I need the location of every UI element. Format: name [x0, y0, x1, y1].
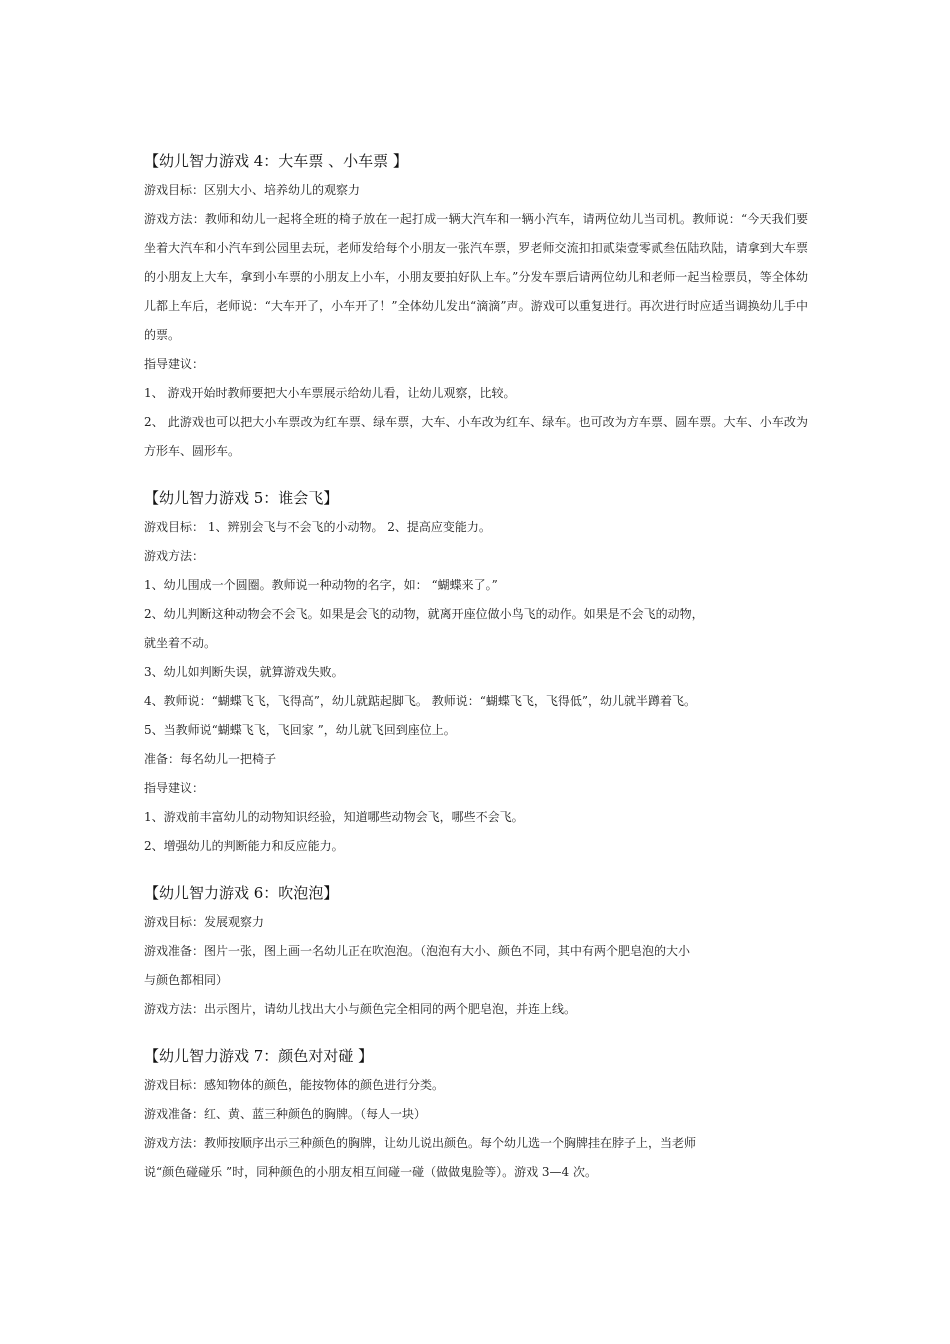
game-4-guidance-2: 2、 此游戏也可以把大小车票改为红车票、绿车票，大车、小车改为红车、绿车。也可改为方车票、圆车票。大车、小车改为方形车、圆形车。 [144, 415, 808, 458]
game-7-method: 游戏方法：教师按顺序出示三种颜色的胸牌，让幼儿说出颜色。每个幼儿选一个胸牌挂在脖子上，当老师 [144, 1136, 697, 1150]
game-4-title: 【幼儿智力游戏 4：大车票 、小车票 】 [144, 152, 408, 170]
game-7-section [144, 1041, 808, 1187]
game-7-preparation: 游戏准备：红、黄、蓝三种颜色的胸牌。（每人一块） [144, 1107, 427, 1121]
game-5-guidance-1: 1、游戏前丰富幼儿的动物知识经验，知道哪些动物会飞，哪些不会飞。 [144, 810, 524, 824]
game-7-title: 【幼儿智力游戏 7：颜色对对碰 】 [144, 1047, 374, 1065]
game-5-step-2: 2、幼儿判断这种动物会不会飞。如果是会飞的动物，就离开座位做小鸟飞的动作。如果是不会飞的动物， [144, 607, 704, 621]
game-6-goal: 游戏目标：发展观察力 [144, 915, 265, 929]
game-5-step-4: 4、教师说：“蝴蝶飞飞，飞得高”，幼儿就踮起脚飞。 教师说：“蝴蝶飞飞，飞得低”，幼儿就半蹲着飞。 [144, 694, 696, 708]
game-7-goal: 游戏目标：感知物体的颜色，能按物体的颜色进行分类。 [144, 1078, 445, 1092]
game-4-section [144, 146, 808, 466]
game-6-title: 【幼儿智力游戏 6：吹泡泡】 [144, 884, 339, 902]
game-6-section [144, 878, 808, 1024]
game-4-guidance-label: 指导建议： [144, 357, 205, 371]
game-7-method-cont: 说“颜色碰碰乐 ”时，同种颜色的小朋友相互间碰一碰（做做鬼脸等）。游戏 3—4 次。 [144, 1165, 597, 1179]
game-5-section [144, 483, 808, 861]
game-5-guidance-2: 2、增强幼儿的判断能力和反应能力。 [144, 839, 344, 853]
game-5-step-2-cont: 就坐着不动。 [144, 636, 217, 650]
game-4-goal: 游戏目标：区别大小、培养幼儿的观察力 [144, 183, 361, 197]
game-5-method-label: 游戏方法： [144, 549, 205, 563]
game-5-preparation: 准备：每名幼儿一把椅子 [144, 752, 277, 766]
game-6-preparation: 游戏准备：图片一张，图上画一名幼儿正在吹泡泡。（泡泡有大小、颜色不同，其中有两个肥皂泡的大小 [144, 944, 691, 958]
document-page [144, 146, 808, 1187]
game-4-method: 游戏方法：教师和幼儿一起将全班的椅子放在一起打成一辆大汽车和一辆小汽车，请两位幼儿当司机。教师说：“今天我们要坐着大汽车和小汽车到公园里去玩，老师发给每个小朋友一张汽车票，罗老师交流扣扣贰柒壹零贰叁伍陆玖陆，请拿到大车票的小朋友上大车，拿到小车票的小朋友上小车，小朋友要拍好队上车。”分发车票后请两位幼儿和老师一起当检票员，等全体幼儿都上车后，老师说：“大车开了，小车开了！”全体幼儿发出“滴滴”声。游戏可以重复进行。再次进行时应适当调换幼儿手中的票。 [144, 212, 808, 342]
game-5-step-5: 5、当教师说“蝴蝶飞飞，飞回家 ”，幼儿就飞回到座位上。 [144, 723, 456, 737]
game-5-step-1: 1、幼儿围成一个圆圈。教师说一种动物的名字，如： “蝴蝶来了。” [144, 578, 498, 592]
game-5-goal: 游戏目标： 1、辨别会飞与不会飞的小动物。 2、提高应变能力。 [144, 520, 491, 534]
game-6-method: 游戏方法：出示图片，请幼儿找出大小与颜色完全相同的两个肥皂泡，并连上线。 [144, 1002, 577, 1016]
game-6-preparation-cont: 与颜色都相同） [144, 973, 229, 987]
game-5-step-3: 3、幼儿如判断失误，就算游戏失败。 [144, 665, 344, 679]
game-5-title: 【幼儿智力游戏 5：谁会飞】 [144, 489, 339, 507]
game-4-guidance-1: 1、 游戏开始时教师要把大小车票展示给幼儿看，让幼儿观察，比较。 [144, 386, 516, 400]
game-5-guidance-label: 指导建议： [144, 781, 205, 795]
